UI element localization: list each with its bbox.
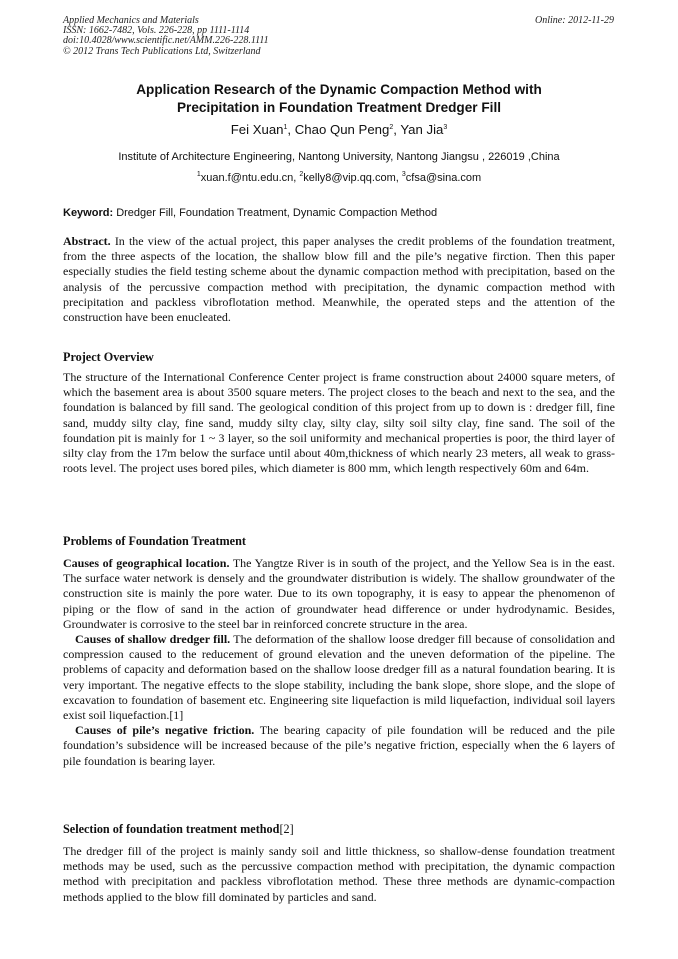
geographical-paragraph xyxy=(63,556,615,632)
keyword-label: Keyword: xyxy=(63,207,114,219)
author-1-mark: 1 xyxy=(283,124,288,131)
selection-heading xyxy=(63,822,615,837)
author-2-mark: 2 xyxy=(389,124,394,131)
geographical-text: The Yangtze River is in south of the project, and the Yellow Sea is in the east. The surface water network is densely and the groundwater distribution is widely. The shallow groundwater of the construction site is mainly the pore water. Due to its own topography, it is easy to appear the phenomenon of piping or the flow of sand in the action of groundwater head difference or under hydrodynamic. Besides, Groundwater is corrosive to the steel bar in reinforced concrete structure in the area. xyxy=(63,556,615,631)
negative-friction-paragraph xyxy=(63,723,615,769)
abstract-text: In the view of the actual project, this paper analyses the credit problems of the foundation treatment, from the three aspects of the location, the shallow blow fill and the pile’s negative firction. Then this paper especially studies the field testing scheme about the dynamic compaction method with precipitation, based on the analysis of the percussive compaction method with precipitation, the dynamic compaction method with precipitation and packless vibroflotation method. Meanwhile, the operated steps and the attention of the construction have been enucleated. xyxy=(63,234,615,325)
email-3-mark: 3 xyxy=(401,171,406,178)
title-line-1: Application Research of the Dynamic Compaction Method with xyxy=(136,82,542,97)
keyword-text: Dredger Fill, Foundation Treatment, Dynamic Compaction Method xyxy=(116,207,438,219)
problems-section xyxy=(63,556,615,769)
author-list: Fei Xuan$^1$, Chao Qun Peng$^2$, Yan Jia$^3$ xyxy=(230,122,448,137)
journal-header xyxy=(63,16,269,57)
email-list: $^1$xuan.f@ntu.edu.cn, $^2$kelly8@vip.qq.com, $^3$cfsa@sina.com xyxy=(196,171,482,184)
dredger-fill-text: The deformation of the shallow loose dredger fill because of consolidation and compression caused to the reducement of ground elevation and the uneven deformation of the pipeline. The problems of capacity and deformation based on the shallow loose dredger fill as a natural foundation bearing. It is very important. The negative effects to the slope stability, including the bank slope, shore slope, and the slope of excavation to foundation of basement etc. Engineering site liquefaction is mild liquefaction, individual soil layers exist soil liquefaction.[1] xyxy=(63,632,615,723)
doi-line: doi:10.4028/www.scientific.net/AMM.226-228.1111 xyxy=(63,35,269,47)
selection-ref: [2] xyxy=(279,822,294,836)
dredger-fill-paragraph xyxy=(63,632,615,723)
title-line-2: Precipitation in Foundation Treatment Dredger Fill xyxy=(176,99,501,115)
online-date: Online: 2012-11-29 xyxy=(535,15,614,26)
negative-friction-label: Causes of pile’s negative friction. xyxy=(75,723,255,738)
email-2-mark: 2 xyxy=(299,171,304,178)
author-3-mark: 3 xyxy=(443,124,448,131)
author-1: Fei Xuan xyxy=(230,122,284,137)
keywords xyxy=(63,206,615,220)
negative-friction-text: The bearing capacity of pile foundation will be reduced and the pile foundation’s subsidence will be increased because of the pile’s negative friction, especially when the 6 layers of pile foundation is bearing layer. xyxy=(63,723,615,768)
copyright-line: © 2012 Trans Tech Publications Ltd, Switzerland xyxy=(63,45,261,57)
email-3: cfsa@sina.com xyxy=(405,172,482,184)
abstract xyxy=(63,234,615,325)
issn-line: ISSN: 1662-7482, Vols. 226-228, pp 1111-1114 xyxy=(63,25,250,37)
geographical-label: Causes of geographical location. xyxy=(63,556,230,570)
abstract-label: Abstract. xyxy=(63,234,111,248)
dredger-fill-label: Causes of shallow dredger fill. xyxy=(75,632,231,647)
email-1-mark: 1 xyxy=(196,171,201,178)
selection-paragraph: The dredger fill of the project is mainly sandy soil and little thickness, so shallow-dense foundation treatment methods may be used, such as the percussive compaction method with precipitation, the dynamic compaction method with precipitation and packless vibroflotation method. These three methods are dynamic-compaction methods applied to the blow fill dominated by particles and sand. xyxy=(63,844,615,904)
author-2: Chao Qun Peng xyxy=(294,122,390,137)
email-1: xuan.f@ntu.edu.cn xyxy=(200,172,294,184)
author-3: Yan Jia xyxy=(400,122,444,137)
email-2: kelly8@vip.qq.com xyxy=(303,172,396,184)
overview-heading: Project Overview xyxy=(63,350,154,364)
overview-paragraph: The structure of the International Conference Center project is frame construction about 24000 square meters, of which the basement area is about 3500 square meters. The project closes to the beach and next to the sea, and the foundation is balanced by fill sand. The geological condition of this project from up to down is : dredger fill, fine sand, muddy silty clay, fine sand, muddy silty clay, silty clay, silty soil silty clay, fine sand. The soil of the foundation pit is mainly for 1 ~ 3 layer, so the soil uniformity and mechanical properties is poor, the third layer of silty clay from the 17m below the surface until about 40m,thickness of which nearly 23 meters, all weak to grass-roots level. The project uses bored piles, which diameter is 800 mm, which length respectively 60m and 64m. xyxy=(63,370,615,476)
journal-name: Applied Mechanics and Materials xyxy=(63,15,199,26)
paper-title xyxy=(63,81,615,116)
problems-heading: Problems of Foundation Treatment xyxy=(63,534,246,548)
selection-heading-text: Selection of foundation treatment method xyxy=(63,822,280,836)
affiliation: Institute of Architecture Engineering, Nantong University, Nantong Jiangsu , 226019 ,China xyxy=(118,151,560,163)
